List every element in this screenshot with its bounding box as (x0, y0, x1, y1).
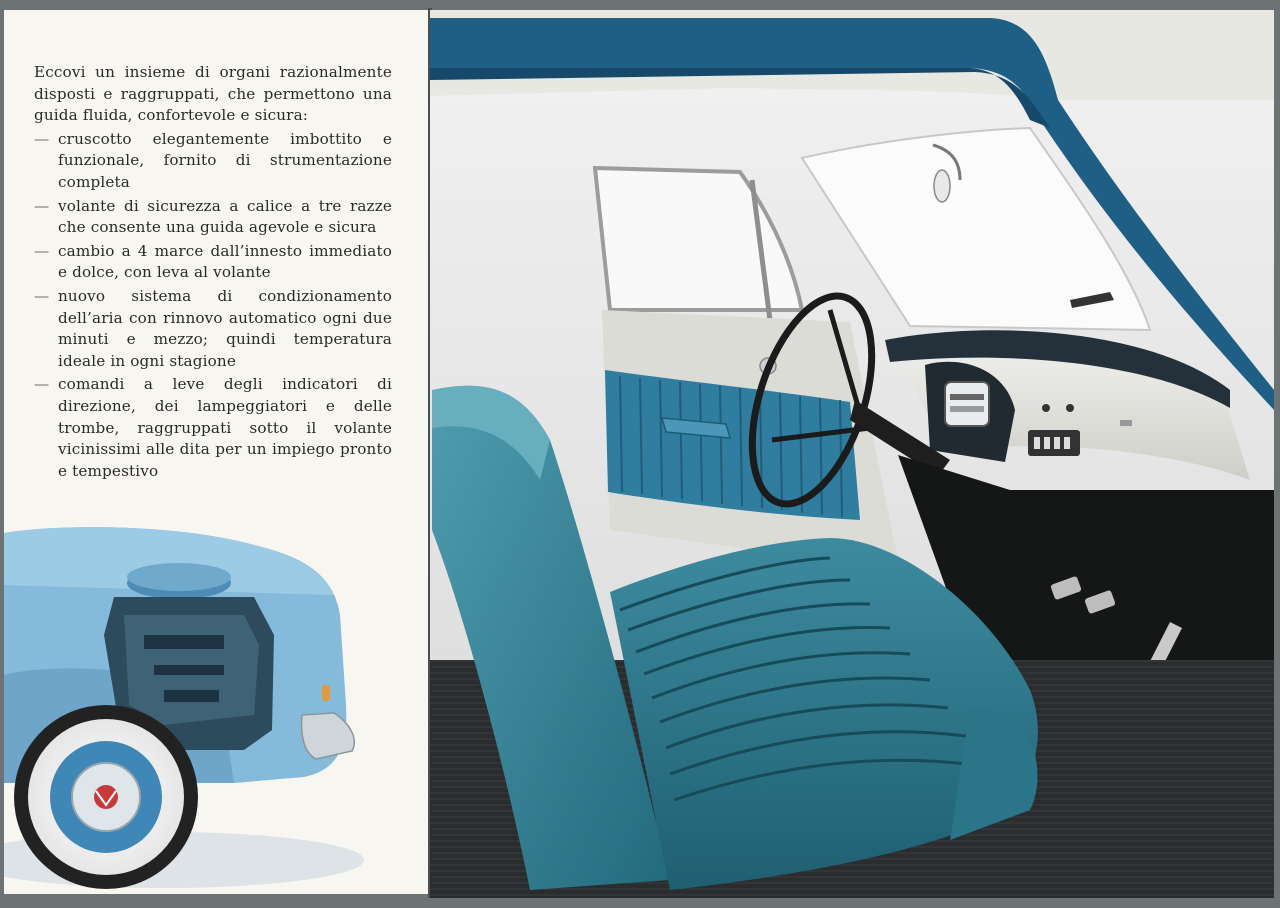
intro-paragraph: Eccovi un insieme di organi razionalmente disposti e raggruppati, che permettono una guida fluida, confortevole e sicura: (34, 63, 392, 125)
knob-icon (1042, 404, 1050, 412)
feature-text: cambio a 4 marce dall’innesto immediato e dolce, con leva al volante (58, 241, 392, 282)
feature-text: nuovo sistema di condizionamento dell’aria con rinnovo automatico ogni due minuti e mezzo; quindi temperatura ideale in ogni stagione (58, 286, 392, 370)
speedometer-icon (945, 382, 989, 426)
feature-text: volante di sicurezza a calice a tre razze che consente una guida agevole e sicura (58, 196, 392, 237)
bullet-dash: — (34, 196, 50, 215)
bullet-dash: — (34, 241, 50, 260)
bullet-dash: — (34, 286, 50, 305)
feature-item (34, 241, 392, 284)
feature-item (34, 374, 392, 482)
engine-cutaway-illustration (4, 515, 430, 894)
bumper-icon (302, 713, 355, 759)
feature-list (34, 129, 392, 483)
knob-icon (1066, 404, 1074, 412)
feature-text-block (34, 62, 392, 482)
car-interior-photo (430, 10, 1274, 898)
feature-item (34, 129, 392, 194)
glovebox-latch-icon (1120, 420, 1132, 426)
left-page (4, 10, 430, 894)
bullet-dash: — (34, 129, 50, 148)
feature-text: cruscotto elegantemente imbottito e funzionale, fornito di strumentazione completa (58, 129, 392, 191)
feature-item (34, 286, 392, 372)
indicator-light (322, 685, 330, 701)
feature-text: comandi a leve degli indicatori di direzione, dei lampeggiatori e delle trombe, raggruppati sotto il volante vicinissimi alle dita per un impiego pronto e tempestivo (58, 375, 392, 480)
rear-view-mirror-icon (934, 170, 950, 202)
bullet-dash: — (34, 375, 50, 394)
right-page (430, 10, 1274, 898)
feature-item (34, 196, 392, 239)
